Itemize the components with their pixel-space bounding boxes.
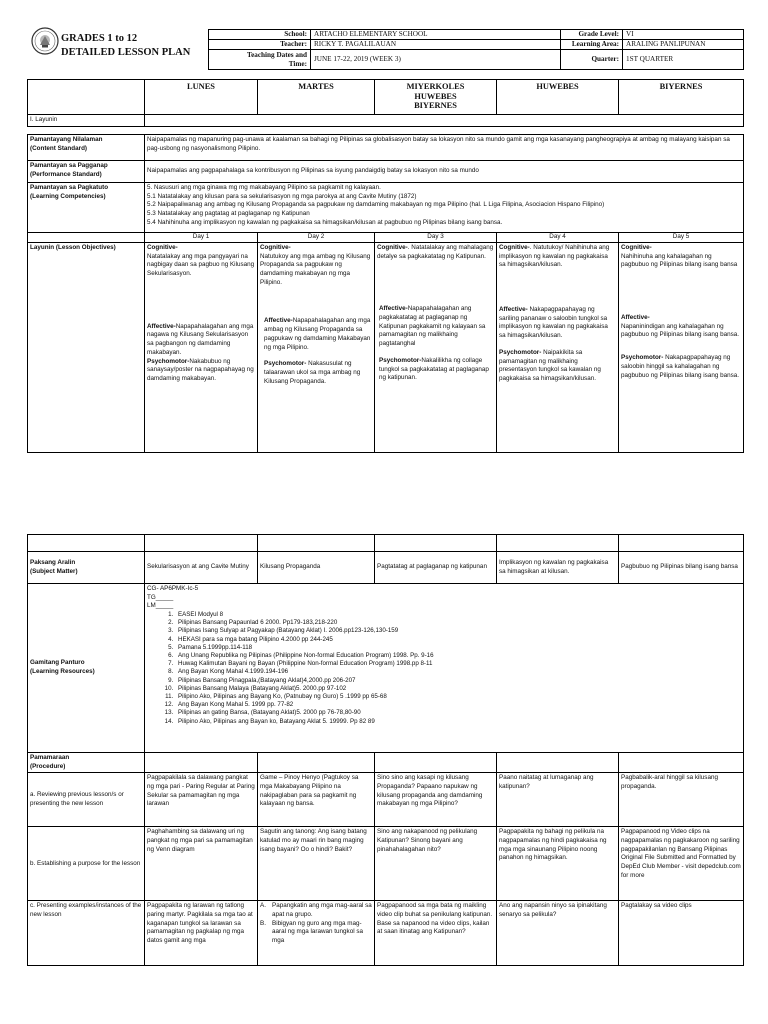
row-c-day-4: Ano ang napansin ninyo sa ipinakitang senaryo sa pelikula? [497, 901, 619, 966]
row-a-day-1: Pagpapakilala sa dalawang pangkat ng mga pari - Paring Regular at Paring Sekular sa pamamagitan ng mga larawan [145, 773, 258, 827]
row-a-day-3: Sino sino ang kasapi ng kilusang Propaganda? Papaano napukaw ng kilusang propaganda ang damdaming makabayan ng mga Pilipino? [375, 773, 497, 827]
row-b-label: b. Establishing a purpose for the lesson [28, 827, 145, 901]
resource-item: 6. Ang Unang Republika ng Pilipinas (Philippine Non-formal Education Program) 1998. Pp. 9-16 [175, 652, 741, 660]
subject-day-1: Sekularisasyon at ang Cavite Mutiny [145, 552, 258, 584]
col-huwebes: HUWEBES [497, 80, 619, 115]
resource-item: 10. Pilipinas Bansang Malaya (Batayang Aklat)5. 2000.pp 97-102 [175, 685, 741, 693]
subject-day-2: Kilusang Propaganda [258, 552, 375, 584]
subject-day-4: Implikasyon ng kawalan ng pagkakaisa sa himagsikan at kilusan. [497, 552, 619, 584]
competencies-label: Pamantayan sa Pagkatuto (Learning Competencies) [28, 183, 145, 233]
dates-label: Teaching Dates and Time: [209, 50, 311, 70]
resources-list: CG- AP6PMK-Ic-5 TG_____ LM_____ 1. EASEI Modyul 8 2. Pilipinas Bansang Papaunlad 6 2000. Pp179-183,218-220 3. Pilipinas Isang Sulyap at Pagyakap (Batayang Aklat) I. 2006.pp123-126,130-159 4. HEKASI para sa mga batang Pilipino 4.2000 pp 244-245 5. Pamana 5.1999pp.114-118 6. Ang Unang Republika ng Pilipinas (Philippine Non-formal Education Program) 1998. Pp. 9-16 7. Huwag Kalimutan Bayani ng Bayan (Philippine Non-formal Education Program) 1998.pp 8-11 8. Ang Bayan Kong Mahal 4.1999.194-196 9. Pilipinas Bansang Pinagpala,(Batayang Aklat)4,2000.pp 206-207 10. Pilipinas Bansang Malaya (Batayang Aklat)5. 2000.pp 97-102 11. Pilipino Ako, Pilipinas ang Bayang Ko, (Patnubay ng Guro) 5 .1999 pp 65-68 12. Ang Bayan Kong Mahal 5. 1999 pp. 77-82 13. Pilipinas an gating Bansa, (Batayang Aklat)5. 2000 pp 76-78,80-90 14. Pilipino Ako, Pilipinas ang Bayan ko, Batayang Aklat 5. 19999. Pp 82 89 [145, 584, 744, 753]
lesson-table-bottom [27, 534, 744, 966]
row-a-day-5: Pagbabalik-aral hinggil sa kilusang propaganda. [619, 773, 744, 827]
resource-item: 4. HEKASI para sa mga batang Pilipino 4.2000 pp 244-245 [175, 636, 741, 644]
row-c-day-2: A. Papangkatin ang mga mag-aaral sa apat na grupo. B. Bibigyan ng guro ang mga mag-aaral ng mga larawan tungkol sa mga [258, 901, 375, 966]
day-4-label: Day 4 [497, 233, 619, 243]
row-b-day-2: Sagutin ang tanong: Ang isang batang katulad mo ay maari rin bang maging isang bayani? Oo o hindi? Bakit? [258, 827, 375, 901]
col-miyerkoles: MIYERKOLES HUWEBES BIYERNES [375, 80, 497, 115]
header-info-table [208, 29, 744, 70]
row-a-label: a. Reviewing previous lesson/s or presenting the new lesson [28, 773, 145, 827]
depedclub-note: Original File Submitted and Formatted by DepEd Club Member - visit depedclub.com for more [621, 854, 741, 879]
quarter-label: Quarter: [561, 50, 623, 70]
title-line-1: GRADES 1 to 12 [61, 33, 138, 44]
competencies-text: 5. Nasusuri ang mga ginawa mg mg makabayang Pilipino sa pagkamit ng kalayaan. 5.1 Natatalakay ang kilusan para sa sekularisasyon ng mga parokya at ang Cavite Mutiny (1872) 5.2 Naipapaliwanag ang ambag ng Kilusang Propaganda sa pagpukaw ng damdaming makabayan ng mga Pilipino (hal. L Liga Filipina, Asociacion Hispano Filipino) 5.3 Natatalakay ang pagtatag at paglaganap ng Katipunan 5.4 Nahihinuha ang implikasyon ng kawalan ng pagkakaisa sa himagsikan/kilusan at pagbubuo ng Pilipinas bilang isang bansa. [145, 183, 744, 233]
objectives-day-1: Cognitive- Natatalakay ang mga pangyayari na nagbigay daan sa pagbuo ng Kilusang Sekularisasyon. Affective-Napapahalagahan ang mga nagawa ng Kilusang Sekularisasyon sa pagbangon ng damdaming makabayan. Psychomotor-Nakabubuo ng sanaysay/poster na nagpapahayag ng damdaming makabayan. [145, 243, 258, 453]
grade-label: Grade Level: [561, 30, 623, 40]
resource-item: 3. Pilipinas Isang Sulyap at Pagyakap (Batayang Aklat) I. 2006.pp123-126,130-159 [175, 627, 741, 635]
row-c-day-5: Pagtalakay sa video clips [619, 901, 744, 966]
objectives-day-4: Cognitive-. Natutukoy/ Nahihinuha ang implikasyon ng kawalan ng pagkakaisa sa himagsikan/kilusan. Affective- Nakapagpapahayag ng sariling pananaw o saloobin tungkol sa implikasyon ng kawalan ng pagkakaisa sa himagsikan/kilusan. Psychomotor- Naipakikita sa pamamagitan ng malikhaing presentasyon tungkol sa kawalan ng pagkakaisa sa himagsikan/kilusan. [497, 243, 619, 453]
row-c-day-1: Pagpapakita ng larawan ng tatlong paring martyr. Pagkilala sa mga tao at kaganapan tungkol sa larawan sa pamamagitan ng pagkalap ng mga datos gamit ang mga [145, 901, 258, 966]
title-line-2: DETAILED LESSON PLAN [61, 46, 191, 58]
performance-standard-text: Naipapamalas ang pagpapahalaga sa kontribusyon ng Pilipinas sa isyung pandaigdig batay sa lokasyon nito sa mundo [145, 161, 744, 183]
row-b-day-4: Pagpapakita ng bahagi ng pelikula na nagpapamalas ng hindi pagkakaisa ng mga mga sinaunang Pilipino noong panahon ng himagsikan. [497, 827, 619, 901]
resource-item: 13. Pilipinas an gating Bansa, (Batayang Aklat)5. 2000 pp 76-78,80-90 [175, 709, 741, 717]
content-standard-text: Naipapamalas ng mapanuring pag-unawa at kaalaman sa bahagi ng Pilipinas sa globalisasyon batay sa lokasyon nito sa mundo gamit ang mga kasanayang pangheograpiya at ambag ng malayang kaisipan sa pag-usbong ng nasyonalismong Pilipino. [145, 135, 744, 161]
dates-value: JUNE 17-22, 2019 (WEEK 3) [311, 50, 561, 70]
objectives-day-3: Cognitive-. Natatalakay ang mahalagang detalye sa pagkakatatag ng Katipunan. Affective-Napapahalagahan ang pagkakatatag at paglaganap ng Katipunan pagkakamit ng kalayaan sa pamamagitan ng malikhaing pagtatanghal Psychomotor-Nakalilikha ng collage tungkol sa pagkakatatag at paglaganap ng katipunan. [375, 243, 497, 453]
row-b-day-1: Paghahambing sa dalawang uri ng pangkat ng mga pari sa pamamagitan ng Venn diagram [145, 827, 258, 901]
performance-standard-label: Pamantayan sa Pagganap (Performance Standard) [28, 161, 145, 183]
resource-item: 7. Huwag Kalimutan Bayani ng Bayan (Philippine Non-formal Education Program) 1998.pp 8-11 [175, 660, 741, 668]
resource-item: 11. Pilipino Ako, Pilipinas ang Bayang Ko, (Patnubay ng Guro) 5 .1999 pp 65-68 [175, 693, 741, 701]
resources-label: Gamitang Panturo (Learning Resources) [28, 584, 145, 753]
row-c-day-3: Pagpapanood sa mga bata ng maikling video clip buhat sa penikulang katipunan. Base sa napanood na video clips, kailan at saan itinatag ang Katipunan? [375, 901, 497, 966]
teacher-label: Teacher: [209, 40, 311, 50]
layunin-label: I. Layunin [28, 115, 145, 127]
procedure-label: Pamamaraan (Procedure) [28, 753, 145, 773]
resource-item: 1. EASEI Modyul 8 [175, 611, 741, 619]
grade-value: VI [623, 30, 744, 40]
col-biyernes: BIYERNES [619, 80, 744, 115]
corner-cell [28, 80, 145, 115]
objectives-day-5: Cognitive- Nahihinuha ang kahalagahan ng pagbubuo ng Pilipinas bilang isang bansa Affective- Napaninindigan ang kahalagahan ng pagbubuo ng Pilipinas bilang isang bansa. Psychomotor- Nakapagpapahayag ng saloobin hinggil sa kahalagahan ng pagbubuo ng Pilipinas bilang isang bansa. [619, 243, 744, 453]
row-b-day-3: Sino ang nakapanood ng pelikulang Katipunan? Sinong bayani ang pinahahalagahan nito? [375, 827, 497, 901]
col-lunes: LUNES [145, 80, 258, 115]
row-a-day-2: Game – Pinoy Henyo (Pagtukoy sa mga Makabayang Pilipino na nakipaglaban para sa pagkamit ng kalayaan ng bansa. [258, 773, 375, 827]
resource-item: 8. Ang Bayan Kong Mahal 4.1999.194-196 [175, 668, 741, 676]
school-value: ARTACHO ELEMENTARY SCHOOL [311, 30, 561, 40]
quarter-value: 1ST QUARTER [623, 50, 744, 70]
resource-item: 5. Pamana 5.1999pp.114-118 [175, 644, 741, 652]
resource-item: 12. Ang Bayan Kong Mahal 5. 1999 pp. 77-82 [175, 701, 741, 709]
day-3-label: Day 3 [375, 233, 497, 243]
row-b-day-5: Pagpapanood ng Video clips na nagpapamalas ng pagkakaroon ng sariling pagpapakilanlan ng Bansang Pilipinas Original File Submitted and Formatted by DepEd Club Member - visit depedclub.com for more [619, 827, 744, 901]
row-c-label: c. Presenting examples/instances of the new lesson [28, 901, 145, 966]
objectives-label: Layunin (Lesson Objectives) [28, 243, 145, 453]
teacher-value: RICKY T. PAGALILAUAN [311, 40, 561, 50]
day-5-label: Day 5 [619, 233, 744, 243]
row-a-day-4: Paano naitatag at lumaganap ang katipunan? [497, 773, 619, 827]
subject-day-5: Pagbubuo ng Pilipinas bilang isang bansa [619, 552, 744, 584]
subject-day-3: Pagtatatag at paglaganap ng katipunan [375, 552, 497, 584]
area-label: Learning Area: [561, 40, 623, 50]
content-standard-label: Pamantayang Nilalaman (Content Standard) [28, 135, 145, 161]
lesson-table-top [27, 79, 744, 453]
deped-seal [31, 27, 59, 55]
subject-label: Paksang Aralin (Subject Matter) [28, 552, 145, 584]
objectives-day-2: Cognitive- Natutukoy ang mga ambag ng Kilusang Propaganda sa pagpukaw ng damdaming makabayan ng mga Pilipino. Affective-Napapahalagahan ang mga ambag ng Kilusang Propaganda sa pagpukaw ng damdaming Makabayan ng mga Pilipino. Psychomotor- Nakasusulat ng talaarawan ukol sa mga ambag ng Kilusang Propaganda. [258, 243, 375, 453]
day-2-label: Day 2 [258, 233, 375, 243]
area-value: ARALING PANLIPUNAN [623, 40, 744, 50]
resource-item: 14. Pilipino Ako, Pilipinas ang Bayan ko, Batayang Aklat 5. 19999. Pp 82 89 [175, 718, 741, 726]
col-martes: MARTES [258, 80, 375, 115]
school-label: School: [209, 30, 311, 40]
resource-item: 2. Pilipinas Bansang Papaunlad 6 2000. Pp179-183,218-220 [175, 619, 741, 627]
day-1-label: Day 1 [145, 233, 258, 243]
resource-item: 9. Pilipinas Bansang Pinagpala,(Batayang Aklat)4,2000.pp 206-207 [175, 677, 741, 685]
